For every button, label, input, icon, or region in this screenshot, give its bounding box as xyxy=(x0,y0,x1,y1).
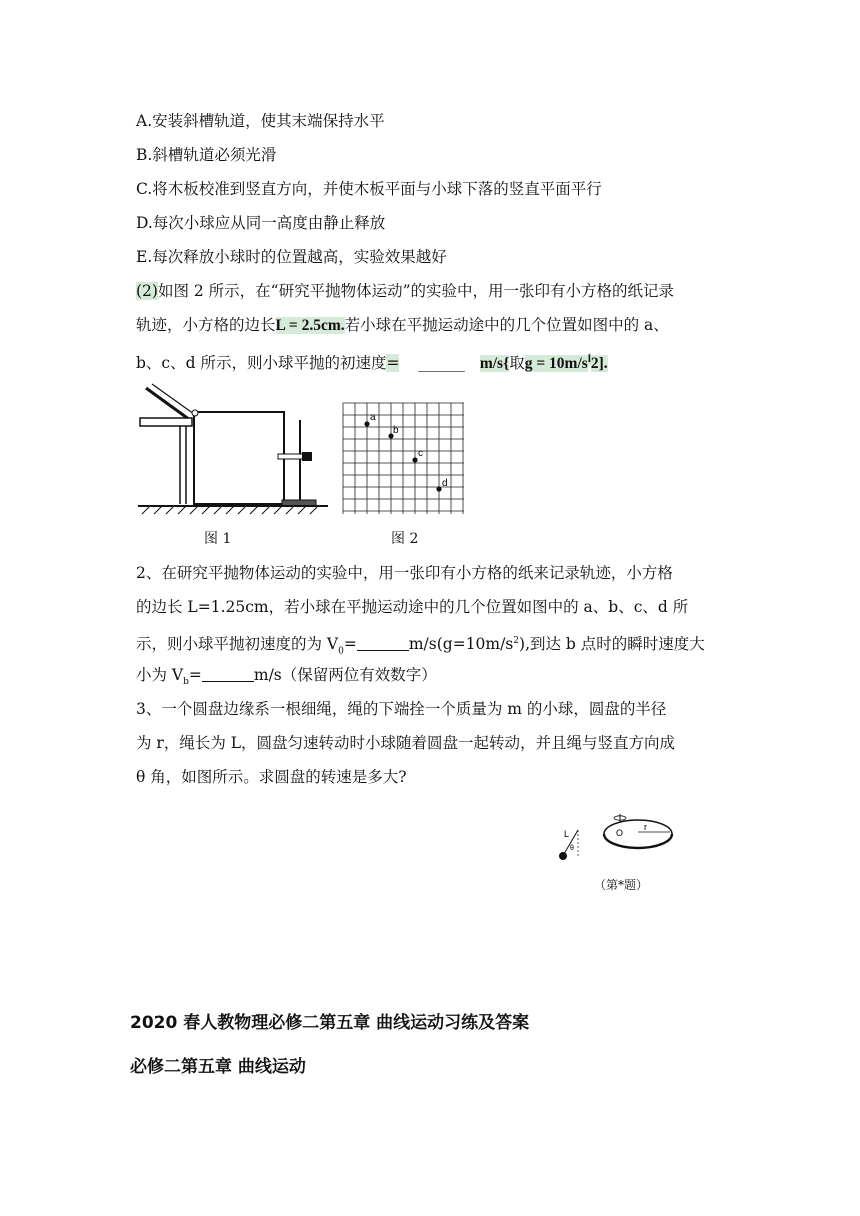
q3-line1: 3、一个圆盘边缘系一根细绳，绳的下端拴一个质量为 m 的小球，圆盘的半径 xyxy=(136,700,667,718)
formula-g: g = 10m/s xyxy=(524,355,588,372)
q2-line1: 2、在研究平抛物体运动的实验中，用一张印有小方格的纸来记录轨迹，小方格 xyxy=(136,564,673,582)
equals: = xyxy=(188,666,202,684)
option-e: E.每次释放小球时的位置越高，实验效果越好 xyxy=(136,248,447,266)
label-b: b xyxy=(393,425,399,436)
figure-3-caption: （第*题） xyxy=(594,878,649,892)
answer-blank-vb xyxy=(202,665,254,682)
option-a: A.安装斜槽轨道，使其末端保持水平 xyxy=(136,112,385,130)
q1-part2-line2 xyxy=(136,314,669,337)
part-number: (2) xyxy=(136,282,158,300)
figure-1-caption: 图 1 xyxy=(204,531,232,547)
text: ),到达 b 点时的瞬时速度大 xyxy=(519,635,705,654)
figure-3-disk xyxy=(556,812,680,864)
figure-1-apparatus xyxy=(138,382,328,522)
chapter-title: 必修二第五章 曲线运动 xyxy=(130,1057,306,1077)
point-d xyxy=(436,486,441,491)
label-d: d xyxy=(442,478,448,489)
text: 若小球在平抛运动途中的几个位置如图中的 a、 xyxy=(344,316,669,334)
q1-part2-line1 xyxy=(136,280,674,302)
q2-line4 xyxy=(136,664,437,693)
q3-line3: θ 角，如图所示。求圆盘的转速是多大? xyxy=(136,768,407,786)
option-b: B.斜槽轨道必须光滑 xyxy=(136,146,277,164)
ball xyxy=(559,852,567,860)
q3-line2: 为 r，绳长为 L，圆盘匀速转动时小球随着圆盘一起转动，并且绳与竖直方向成 xyxy=(136,734,676,752)
label-O: O xyxy=(616,828,624,838)
text: 示，则小球平抛初速度的为 V xyxy=(136,635,339,654)
text: 小为 V xyxy=(136,666,184,684)
text: b、c、d 所示，则小球平抛的初速度 xyxy=(136,354,387,372)
formula-L: L = 2.5cm. xyxy=(275,317,345,334)
answer-blank: ______ xyxy=(418,354,465,372)
label-r: r xyxy=(644,822,647,832)
option-c: C.将木板校准到竖直方向，并使木板平面与小球下落的竖直平面平行 xyxy=(136,180,602,198)
text: m/s（保留两位有效数字） xyxy=(253,666,437,684)
q1-part2-text: 如图 2 所示，在“研究平抛物体运动”的实验中，用一张印有小方格的纸记录 xyxy=(157,282,675,300)
answer-blank-v0 xyxy=(357,634,409,651)
equals: = xyxy=(386,354,400,372)
q2-line3 xyxy=(136,630,705,662)
text: 轨迹，小方格的边长 xyxy=(136,316,276,334)
option-d: D.每次小球应从同一高度由静止释放 xyxy=(136,214,386,232)
unit: m/s{ xyxy=(479,355,510,372)
point-c xyxy=(412,457,417,462)
formula-end: 2]. xyxy=(590,355,608,372)
text: m/s(g=10m/s xyxy=(408,635,514,654)
text: 取 xyxy=(509,354,525,372)
label-L: L xyxy=(564,829,570,839)
label-theta: θ xyxy=(570,845,574,852)
figure-2-grid xyxy=(342,402,466,516)
label-a: a xyxy=(370,412,376,423)
equals: = xyxy=(343,635,357,654)
q1-part2-line3 xyxy=(136,348,608,375)
q2-line2: 的边长 L=1.25cm，若小球在平抛运动途中的几个位置如图中的 a、b、c、d 所 xyxy=(136,598,689,616)
sub: 0 xyxy=(338,646,344,657)
figure-2-caption: 图 2 xyxy=(391,531,419,547)
exp: l xyxy=(587,353,591,365)
sub: b xyxy=(183,677,189,688)
point-a xyxy=(364,421,369,426)
label-c: c xyxy=(418,448,423,459)
sup: 2 xyxy=(513,636,520,646)
section-title: 2020 春人教物理必修二第五章 曲线运动习练及答案 xyxy=(130,1013,530,1033)
